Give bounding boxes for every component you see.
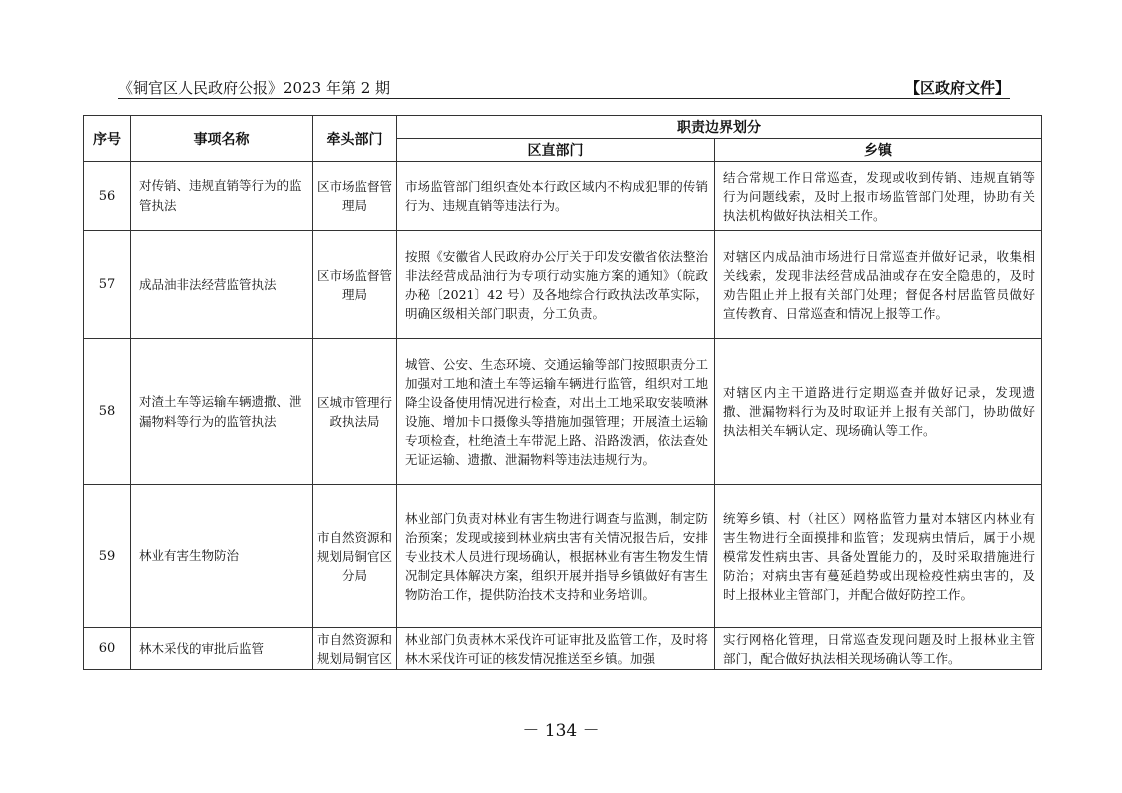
table-row bbox=[84, 162, 1042, 231]
table-row bbox=[84, 628, 1042, 670]
row-num: 59 bbox=[84, 485, 131, 628]
row-township-duty: 实行网格化管理，日常巡查发现问题及时上报林业主管部门，配合做好执法相关现场确认等工作。 bbox=[715, 628, 1042, 670]
page-header bbox=[118, 76, 1010, 99]
row-district-duty: 市场监管部门组织查处本行政区域内不构成犯罪的传销行为、违规直销等违法行为。 bbox=[397, 162, 715, 231]
row-district-duty: 按照《安徽省人民政府办公厅关于印发安徽省依法整治非法经营成品油行为专项行动实施方案的通知》（皖政办秘〔2021〕42 号）及各地综合行政执法改革实际，明确区级相关部门职责，分工负责。 bbox=[397, 231, 715, 339]
col-header-dept: 区直部门 bbox=[397, 139, 715, 162]
row-num: 56 bbox=[84, 162, 131, 231]
col-header-lead: 牵头部门 bbox=[313, 116, 397, 162]
row-item-name: 成品油非法经营监管执法 bbox=[131, 231, 313, 339]
col-header-duty: 职责边界划分 bbox=[397, 116, 1042, 139]
row-lead-dept: 市自然资源和规划局铜官区 bbox=[313, 628, 397, 670]
row-district-duty: 林业部门负责对林业有害生物进行调查与监测，制定防治预案；发现或接到林业病虫害有关情况报告后，安排专业技术人员进行现场确认，根据林业有害生物发生情况制定具体解决方案，组织开展并指导乡镇做好有害生物防治工作，提供防治技术支持和业务培训。 bbox=[397, 485, 715, 628]
table-row bbox=[84, 485, 1042, 628]
row-num: 58 bbox=[84, 339, 131, 485]
row-num: 60 bbox=[84, 628, 131, 670]
row-district-duty: 林业部门负责林木采伐许可证审批及监管工作，及时将林木采伐许可证的核发情况推送至乡镇。加强 bbox=[397, 628, 715, 670]
row-township-duty: 对辖区内成品油市场进行日常巡查并做好记录，收集相关线索，发现非法经营成品油或存在安全隐患的，及时劝告阻止并上报有关部门处理；督促各村居监管员做好宣传教育、日常巡查和情况上报等工作。 bbox=[715, 231, 1042, 339]
row-township-duty: 对辖区内主干道路进行定期巡查并做好记录，发现遗撒、泄漏物料行为及时取证并上报有关部门，协助做好执法相关车辆认定、现场确认等工作。 bbox=[715, 339, 1042, 485]
bulletin-title: 《铜官区人民政府公报》2023 年第 2 期 bbox=[118, 79, 391, 97]
table-row bbox=[84, 231, 1042, 339]
row-township-duty: 结合常规工作日常巡查，发现或收到传销、违规直销等行为问题线索，及时上报市场监管部门处理，协助有关执法机构做好执法相关工作。 bbox=[715, 162, 1042, 231]
row-lead-dept: 市自然资源和规划局铜官区分局 bbox=[313, 485, 397, 628]
page-number: － 134 － bbox=[522, 721, 600, 741]
col-header-num: 序号 bbox=[84, 116, 131, 162]
table-row bbox=[84, 339, 1042, 485]
section-tag: 【区政府文件】 bbox=[904, 79, 1010, 97]
row-num: 57 bbox=[84, 231, 131, 339]
duty-boundary-table bbox=[83, 115, 1042, 670]
row-lead-dept: 区城市管理行政执法局 bbox=[313, 339, 397, 485]
row-district-duty: 城管、公安、生态环境、交通运输等部门按照职责分工加强对工地和渣土车等运输车辆进行监管，组织对工地降尘设备使用情况进行检查，对出土工地采取安装喷淋设施、增加卡口摄像头等措施加强管理；开展渣土运输专项检查，杜绝渣土车带泥上路、沿路泼洒，依法查处无证运输、遗撒、泄漏物料等违法违规行为。 bbox=[397, 339, 715, 485]
row-township-duty: 统筹乡镇、村（社区）网格监管力量对本辖区内林业有害生物进行全面摸排和监管；发现病虫情后，属于小规模常发性病虫害、具备处置能力的，及时采取措施进行防治；对病虫害有蔓延趋势或出现检疫性病虫害的，及时上报林业主管部门，并配合做好防控工作。 bbox=[715, 485, 1042, 628]
row-item-name: 林业有害生物防治 bbox=[131, 485, 313, 628]
row-item-name: 对传销、违规直销等行为的监管执法 bbox=[131, 162, 313, 231]
row-lead-dept: 区市场监督管理局 bbox=[313, 162, 397, 231]
col-header-town: 乡镇 bbox=[715, 139, 1042, 162]
col-header-name: 事项名称 bbox=[131, 116, 313, 162]
row-item-name: 对渣土车等运输车辆遗撒、泄漏物料等行为的监管执法 bbox=[131, 339, 313, 485]
row-lead-dept: 区市场监督管理局 bbox=[313, 231, 397, 339]
row-item-name: 林木采伐的审批后监管 bbox=[131, 628, 313, 670]
